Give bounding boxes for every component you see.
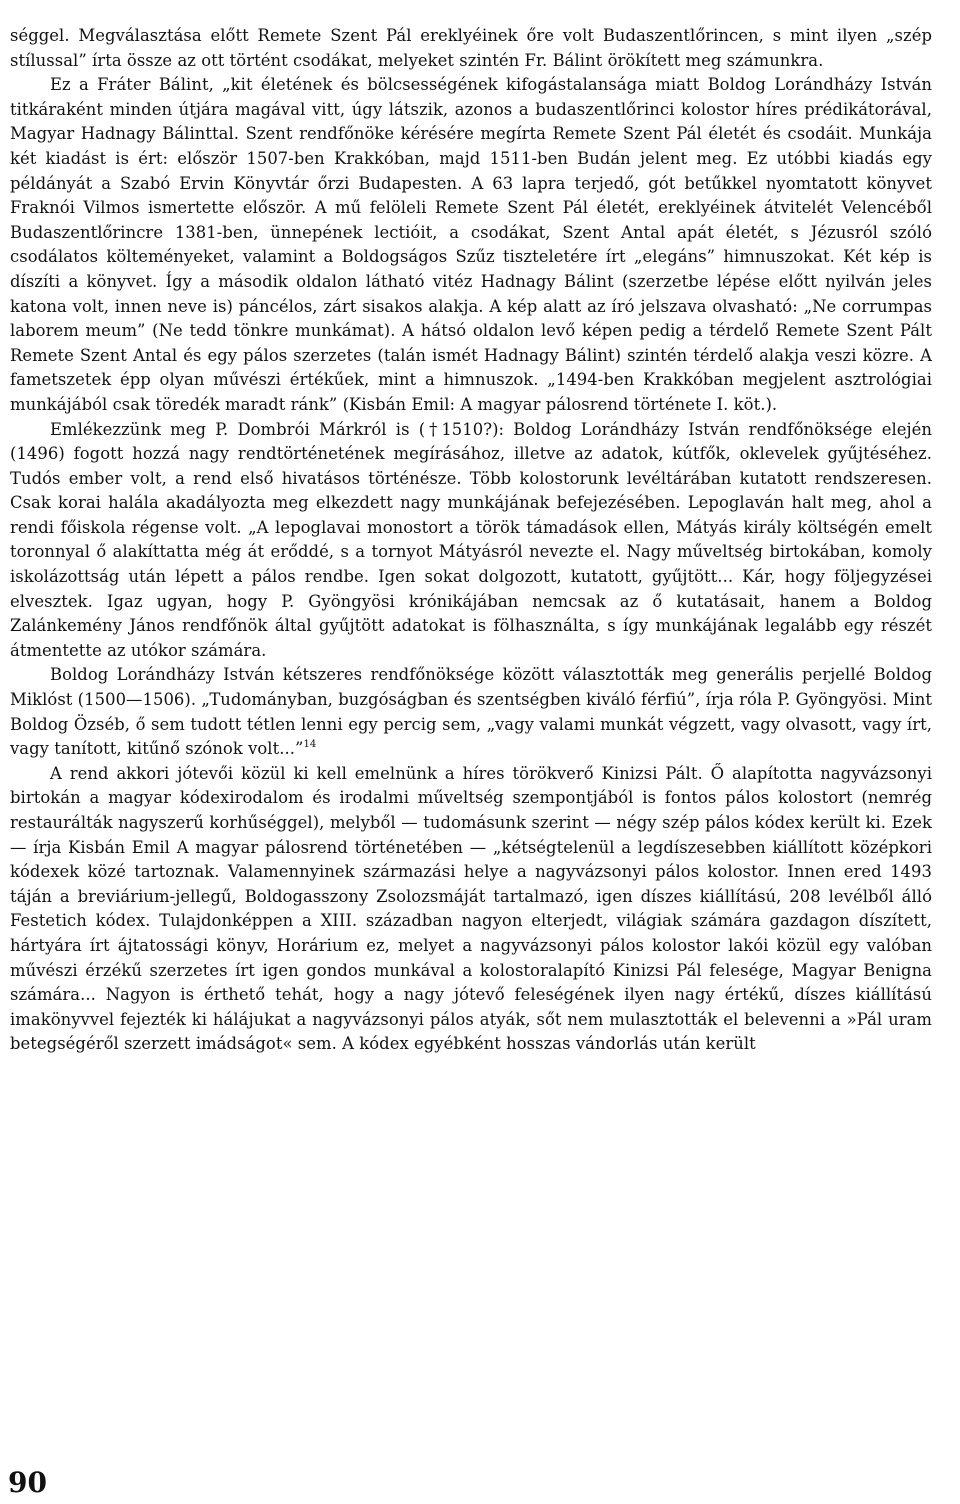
paragraph-5: A rend akkori jótevői közül ki kell emelnünk a híres törökverő Kinizsi Pált. Ő alapította nagyvázsonyi birtokán a magyar kódexirodalom és irodalmi műveltség szempontjából is fontos pálos kolostort (nemrég restaurálták nagyszerű korhűséggel), melyből — tudomásunk szerint — négy szép pálos kódex került ki. Ezek — írja Kisbán Emil A magyar pálosrend történetében — „kétségtelenül a legdíszesebben kiállított középkori kódexek közé tartoznak. Valamennyinek származási helye a nagyvázsonyi pálos kolostor. Innen ered 1493 táján a breviárium-jellegű, Boldogasszony Zsolozsmáját tartalmazó, igen díszes kiállítású, 208 levélből álló Festetich kódex. Tulajdonképpen a XIII. században nagyon elterjedt, világiak számára gazdagon díszített, hártyára írt ájtatossági könyv, Horárium ez, melyet a nagyvázsonyi pálos kolostor lakói közül egy valóban művészi érzékű szerzetes írt igen gondos munkával a kolostoralapító Kinizsi Pál felesége, Magyar Benigna számára... Nagyon is érthető tehát, hogy a nagy jótevő feleségének ilyen nagy értékű, díszes kiállítású imakönyvvel fejezték ki hálájukat a nagyvázsonyi pálos atyák, sőt nem mulasztották el belevenni a »Pál uram betegségéről szerzett imádságot« sem. A kódex egyébként hosszas vándorlás után került <box>10 763 932 1054</box>
paragraph-2: Ez a Fráter Bálint, „kit életének és bölcsességének kifogástalansága miatt Boldog Lorándházy István titkáraként minden útjára magával vitt, úgy látszik, azonos a budaszentlőrinci kolostor híres prédikátorával, Magyar Hadnagy Bálinttal. Szent rendfőnöke kérésére megírta Remete Szent Pál életét és csodáit. Munkája két kiadást is ért: először 1507-ben Krakkóban, majd 1511-ben Budán jelent meg. Ez utóbbi kiadás egy példányát a Szabó Ervin Könyvtár őrzi Budapesten. A 63 lapra terjedő, gót betűkkel nyomtatott könyvet Fraknói Vilmos ismertette először. A mű felöleli Remete Szent Pál életét, ereklyéinek átvitelét Velencéből Budaszentlőrincre 1381-ben, ünnepének lectióit, a csodákat, Szent Antal apát életét, s Jézusról szóló csodálatos költeményeket, valamint a Boldogságos Szűz tiszteletére írt „elegáns” himnuszokat. Két kép is díszíti a könyvet. Így a második oldalon látható vitéz Hadnagy Bálint (szerzetbe lépése előtt nyilván jeles katona volt, innen neve is) páncélos, zárt sisakos alakja. A kép alatt az író jelszava olvasható: „Ne corrumpas laborem meum” (Ne tedd tönkre munkámat). A hátsó oldalon levő képen pedig a térdelő Remete Szent Pált Remete Szent Antal és egy pálos szerzetes (talán ismét Hadnagy Bálint) szintén térdelő alakja veszi közre. A fametszetek épp olyan művészi értékűek, mint a himnuszok. „1494-ben Krakkóban megjelent asztrológiai munkájából csak töredék maradt ránk” (Kisbán Emil: A magyar pálosrend története I. köt.). <box>10 75 932 414</box>
footnote-reference: 14 <box>303 738 317 750</box>
paragraph-3: Emlékezzünk meg P. Dombrói Márkról is (†1510?): Boldog Lorándházy István rendfőnöksége elején (1496) fogott hozzá nagy rendtörténetének megírásához, illetve az adatok, kútfők, oklevelek gyűjtéséhez. Tudós ember volt, a rend első hivatásos történésze. Több kolostorunk levéltárában kutatott rendszeresen. Csak korai halála akadályozta meg elkezdett nagy munkájának befejezésében. Lepoglaván halt meg, ahol a rendi főiskola régense volt. „A lepoglavai monostort a török támadások ellen, Mátyás király költségén emelt toronnyal ő alakíttatta még át erőddé, s a tornyot Mátyásról nevezte el. Nagy műveltség birtokában, komoly iskolázottság után lépett a pálos rendbe. Igen sokat dolgozott, kutatott, gyűjtött... Kár, hogy följegyzései elvesztek. Igaz ugyan, hogy P. Gyöngyösi krónikájában nemcsak az ő kutatásait, hanem a Boldog Zalánkemény János rendfőnök által gyűjtött adatokat is fölhasználta, s így munkájának legalább egy részét átmentette az utókor számára. <box>10 419 932 660</box>
paragraph-1: séggel. Megválasztása előtt Remete Szent Pál ereklyéinek őre volt Budaszentlőrincen, s mint ilyen „szép stílussal” írta össze az ott történt csodákat, melyeket szintén Fr. Bálint örökített meg számunkra. <box>10 26 932 70</box>
body-text <box>10 24 932 1057</box>
paragraph-4-text: Boldog Lorándházy István kétszeres rendfőnöksége között választották meg generális perjellé Boldog Miklóst (1500—1506). „Tudományban, buzgóságban és szentségben kiváló férfiú”, írja róla P. Gyöngyösi. Mint Boldog Özséb, ő sem tudott tétlen lenni egy percig sem, „vagy valami munkát végzett, vagy olvasott, vagy írt, vagy tanított, kitűnő szónok volt...” <box>10 665 932 759</box>
paragraph-4 <box>10 663 932 761</box>
page-number: 90 <box>8 1466 47 1499</box>
